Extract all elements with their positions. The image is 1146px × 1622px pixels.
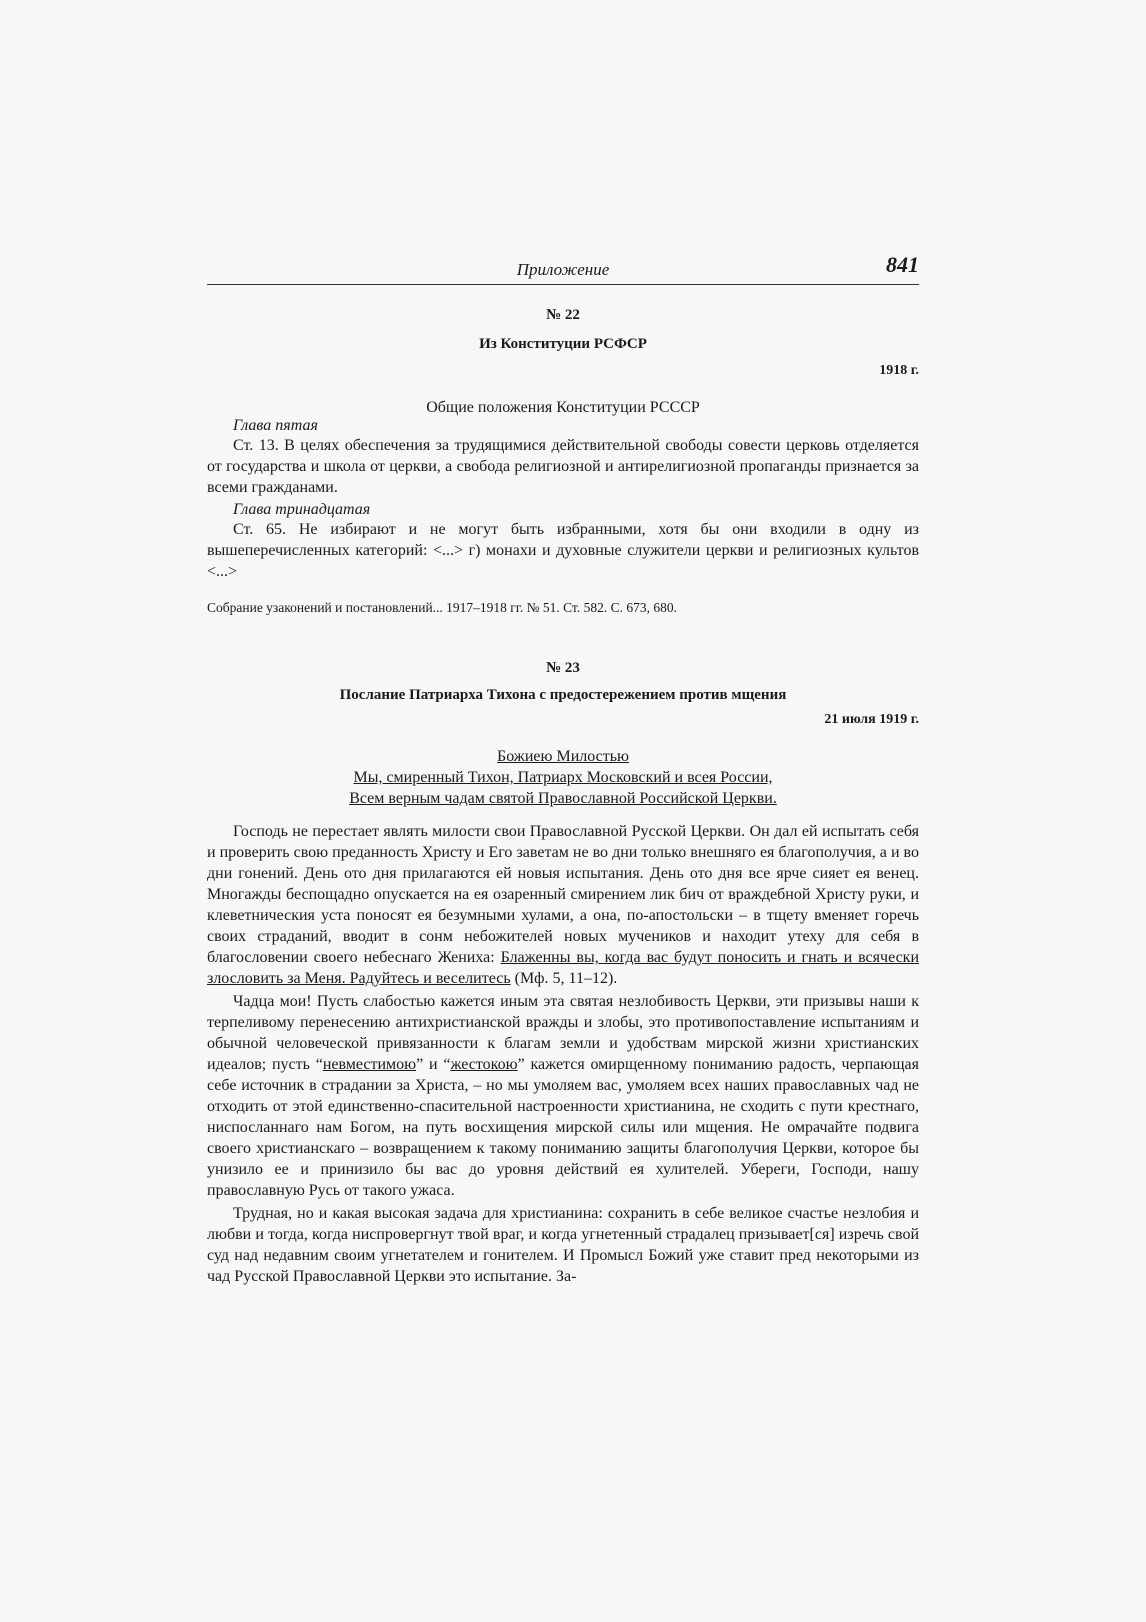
doc23-salutation bbox=[207, 746, 919, 809]
running-header bbox=[207, 250, 919, 285]
doc23-number: № 23 bbox=[546, 660, 580, 676]
salutation-line-1: Божиею Милостью bbox=[497, 748, 629, 765]
p2-word-nevmestimoyu: невместимою bbox=[322, 1056, 417, 1073]
p2-part-b: ” и “ bbox=[416, 1056, 451, 1073]
page-number: 841 bbox=[886, 252, 919, 277]
doc22-chapter-5: Глава пятая bbox=[233, 417, 318, 434]
doc22-source: Собрание узаконений и постановлений... 1917–1918 гг. № 51. Ст. 582. С. 673, 680. bbox=[207, 600, 677, 615]
p1-scripture-quote: Блаженны вы, когда вас будут поносить и гнать и всячески злословить за Меня. Радуйтесь и веселитесь bbox=[207, 949, 919, 987]
doc22-article-65: Ст. 65. Не избирают и не могут быть избранными, хотя бы они входили в одну из вышеперечисленных категорий: <...> г) монахи и духовные служители церкви и религиозных культов <...> bbox=[207, 521, 919, 580]
doc22-date: 1918 г. bbox=[879, 363, 919, 378]
p2-part-a: Чадца мои! Пусть слабостью кажется иным эта святая незлобивость Церкви, эти призывы наши к терпеливому перенесению антихристианской вражды и злобы, это противопоставление испытаниям и обычной человеческой привязанности к благам земли и удобствам мирской жизни христианских идеалов; пусть “ bbox=[207, 993, 919, 1073]
doc23-date: 21 июля 1919 г. bbox=[824, 712, 919, 727]
p2-word-zhestokoyu: жестокою bbox=[450, 1056, 518, 1073]
doc22-article-13: Ст. 13. В целях обеспечения за трудящимися действительной свободы совести церковь отделяется от государства и школа от церкви, а свобода религиозной и антирелигиозной пропаганды признается за всеми гражданами. bbox=[207, 437, 919, 496]
doc22-section-title: Общие положения Конституции РСССР bbox=[426, 399, 700, 416]
p1-text: Господь не перестает являть милости свои Православной Русской Церкви. Он дал ей испытать себя и проверить свою преданность Христу и Его заветам не во дни только внешняго ея благополучия, а и во дни гонений. День ото дня прилагаются ей новыя испытания. День ото дня все ярче сияет ея венец. Многажды беспощадно опускается на ея озаренный смирением лик бич от враждебной Христу руки, и клеветническия уста поносят ея безумными хулами, а она, по-апостольски – в тщету вменяет горечь своих страданий, вводит в сонм небожителей новых мучеников и находит утеху для себя в благословении своего небеснаго Жениха: bbox=[207, 823, 919, 966]
salutation-line-3: Всем верным чадам святой Православной Российской Церкви. bbox=[349, 790, 777, 807]
doc23-paragraph-3: Трудная, но и какая высокая задача для христианина: сохранить в себе великое счастье незлобия и любви и тогда, когда ниспровергнут твой враг, и когда угнетенный страдалец призывает[ся] изречь свой суд над недавним своим угнетателем и гонителем. И Промысл Божий уже ставит пред некоторыми из чад Русской Православной Церкви это испытание. За- bbox=[207, 1205, 919, 1285]
doc23-paragraph-1 bbox=[207, 821, 919, 989]
document-page bbox=[207, 250, 919, 1287]
doc23-title: Послание Патриарха Тихона с предостережением против мщения bbox=[339, 687, 787, 703]
doc22-chapter-13: Глава тринадцатая bbox=[233, 501, 371, 518]
p2-part-c: ” кажется омирщенному пониманию радость, черпающая себе источник в страдании за Христа, – но мы умоляем вас, умоляем всех наших православных чад не отходить от этой единственно-спасительной настроенности христианина, не сходить с пути крестнаго, ниспосланнаго нам Богом, на путь восхищения мирской силы или мщения. Не омрачайте подвига своего христианскаго – возвращением к такому пониманию защиты благополучия Церкви, которое бы унизило ее и принизило бы вас до уровня действий ея хулителей. Убереги, Господи, нашу православную Русь от такого ужаса. bbox=[207, 1056, 919, 1199]
doc22-number: № 22 bbox=[546, 307, 580, 323]
doc22-title: Из Конституции РСФСР bbox=[479, 336, 647, 352]
running-title: Приложение bbox=[516, 260, 610, 279]
salutation-line-2: Мы, смиренный Тихон, Патриарх Московский и всея России, bbox=[353, 769, 773, 786]
p1-scripture-ref: (Мф. 5, 11–12). bbox=[510, 970, 618, 987]
doc23-paragraph-2 bbox=[207, 991, 919, 1201]
